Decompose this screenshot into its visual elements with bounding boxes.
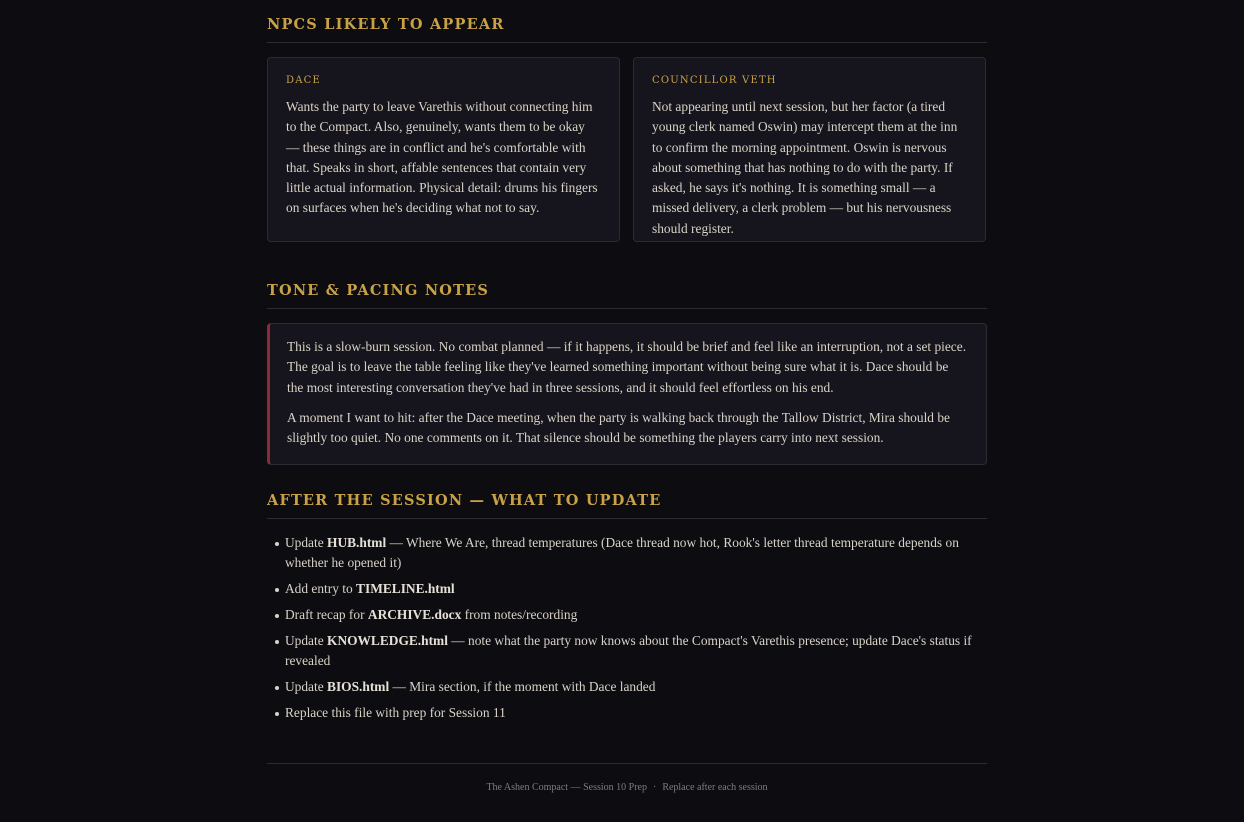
npc-card-councillor-veth	[633, 57, 986, 242]
npc-description: Not appearing until next session, but her factor (a tired young clerk named Oswin) may intercept them at the inn to confirm the morning appointment. Oswin is nervous about something that has nothing to do with the party. If asked, he says it's nothing. It is something small — a missed delivery, a clerk problem — but his nervousness should register.	[652, 99, 958, 236]
npc-card-grid	[267, 57, 987, 244]
after-section-title: AFTER THE SESSION — WHAT TO UPDATE	[267, 492, 987, 519]
list-item: Add entry to TIMELINE.html	[267, 579, 987, 599]
tone-section-title: TONE & PACING NOTES	[267, 282, 987, 309]
footer-note: Replace after each session	[662, 782, 768, 793]
file-name: HUB.html	[327, 535, 387, 550]
npc-name: DACE	[286, 75, 321, 86]
list-item: Update BIOS.html — Mira section, if the moment with Dace landed	[267, 677, 987, 697]
list-item: Draft recap for ARCHIVE.docx from notes/recording	[267, 605, 987, 625]
npc-name: COUNCILLOR VETH	[652, 75, 777, 86]
list-item: Replace this file with prep for Session 11	[267, 703, 987, 723]
file-name: ARCHIVE.docx	[367, 607, 462, 622]
footer-title: The Ashen Compact — Session 10 Prep	[486, 782, 647, 793]
tone-paragraph: A moment I want to hit: after the Dace meeting, when the party is walking back through the Tallow District, Mira should be slightly too quiet. No one comments on it. That silence should be something the players carry into next session.	[287, 409, 950, 446]
list-item: Update HUB.html — Where We Are, thread temperatures (Dace thread now hot, Rook's letter thread temperature depends on whether he opened it)	[267, 533, 987, 573]
list-item: Update KNOWLEDGE.html — note what the party now knows about the Compact's Varethis presence; update Dace's status if revealed	[267, 631, 987, 671]
tone-paragraph: This is a slow-burn session. No combat planned — if it happens, it should be brief and feel like an interruption, not a set piece. The goal is to leave the table feeling like they've learned something important without being sure what it is. Dace should be the most interesting conversation they've had in three sessions, and it should feel effortless on his end.	[287, 339, 967, 395]
file-name: BIOS.html	[327, 679, 390, 694]
file-name: KNOWLEDGE.html	[327, 633, 448, 648]
file-name: TIMELINE.html	[356, 581, 455, 596]
npcs-section-title: NPCS LIKELY TO APPEAR	[267, 16, 987, 43]
footer-separator: ·	[652, 782, 657, 793]
tone-callout	[267, 323, 987, 465]
npc-description: Wants the party to leave Varethis without connecting him to the Compact. Also, genuinely, wants them to be okay — these things are in conflict and he's comfortable with that. Speaks in short, affable sentences that contain very little actual information. Physical detail: drums his fingers on surfaces when he's deciding what not to say.	[286, 99, 598, 216]
page-footer	[267, 763, 987, 793]
update-checklist	[267, 533, 987, 729]
npc-card-dace	[267, 57, 620, 242]
